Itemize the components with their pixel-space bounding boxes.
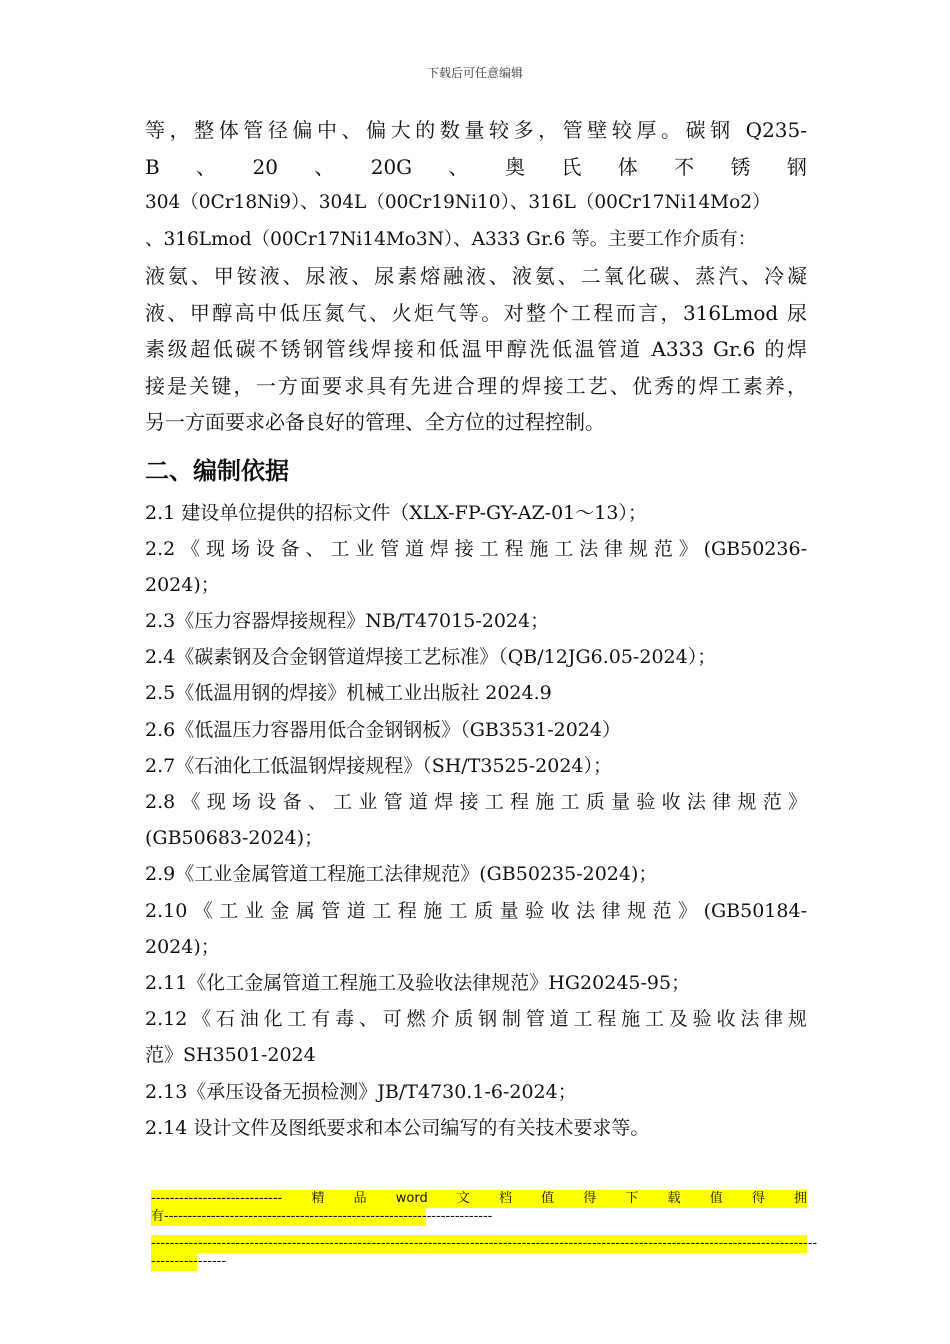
intro-paragraph [145,112,807,441]
document-body [145,112,807,1146]
reference-item: 2.14 设计文件及图纸要求和本公司编写的有关技术要求等。 [145,1116,650,1139]
reference-item: 2.2《现场设备、工业管道焊接工程施工法律规范》(GB50236- [145,537,807,560]
banner-line: 有---------------------------------------------------------------------- [151,1209,493,1224]
reference-item: 2.10《工业金属管道工程施工质量验收法律规范》(GB50184- [145,899,807,922]
banner-char: 精 [311,1191,325,1206]
word: B [145,154,160,179]
banner-char: 拥 [793,1191,807,1206]
banner-char: 值 [541,1191,555,1206]
banner-char: 载 [667,1191,681,1206]
paragraph-line: 素级超低碳不锈钢管线焊接和低温甲醇洗低温管道 A333 Gr.6 的焊 [145,337,807,361]
word: 钢 [786,154,807,179]
banner-char: 得 [751,1191,765,1206]
reference-item: 2.11《化工金属管道工程施工及验收法律规范》HG20245-95； [145,971,691,994]
banner-char: 文 [456,1191,470,1206]
reference-item-continued: (GB50683-2024)； [145,827,324,850]
paragraph-line: 、316Lmod（00Cr17Ni14Mo3N）、A333 Gr.6 等。主要工作介质有： [145,228,757,250]
word: 奥 [504,154,525,179]
banner-char: word [395,1191,428,1206]
word: 、 [314,154,335,179]
word: 20 [252,154,278,179]
paragraph-line: 液氨、甲铵液、尿液、尿素熔融液、液氨、二氧化碳、蒸汽、冷凝 [145,264,807,288]
paragraph-line: 另一方面要求必备良好的管理、全方位的过程控制。 [145,410,605,434]
download-banner [151,1190,818,1271]
reference-item: 2.5《低温用钢的焊接》机械工业出版社 2024.9 [145,682,552,705]
reference-item-continued: 范》SH3501-2024 [145,1044,316,1067]
banner-line [151,1190,807,1208]
reference-item: 2.6《低温压力容器用低合金钢钢板》（GB3531-2024） [145,718,621,741]
banner-char: 得 [583,1191,597,1206]
reference-item-continued: 2024)； [145,935,220,958]
reference-item: 2.8《现场设备、工业管道焊接工程施工质量验收法律规范》 [145,791,807,813]
banner-line: ---------------------------------------------------------------------------------------------------------------------------------------------- [151,1236,818,1251]
word: 不 [674,154,695,179]
reference-item: 2.7《石油化工低温钢焊接规程》（SH/T3525-2024）； [145,754,613,777]
page-header: 下载后可任意编辑 [426,66,523,80]
word: 氏 [561,154,582,179]
banner-line: ---------------- [151,1254,227,1269]
section-title: 二、编制依据 [145,456,289,485]
reference-list [145,495,807,1146]
banner-char: 值 [709,1191,723,1206]
paragraph-line: 液、甲醇高中低压氮气、火炬气等。对整个工程而言，316Lmod 尿 [145,300,807,325]
banner-char: 下 [625,1191,639,1206]
reference-item: 2.9《工业金属管道工程施工法律规范》(GB50235-2024)； [145,863,658,886]
word: 、 [196,154,217,179]
word: 20G [370,154,413,179]
word: 、 [448,154,469,179]
banner-char: 品 [353,1191,367,1206]
word: 锈 [730,154,751,179]
reference-item: 2.12《石油化工有毒、可燃介质钢制管道工程施工及验收法律规 [145,1008,807,1031]
reference-item: 2.13《承压设备无损检测》JB/T4730.1-6-2024； [145,1080,577,1103]
banner-dashes: ---------------------------- [151,1191,283,1206]
paragraph-line: 等，整体管径偏中、偏大的数量较多，管壁较厚。碳钢 Q235- [145,118,807,142]
paragraph-line-spaced [145,149,807,186]
reference-item: 2.3《压力容器焊接规程》NB/T47015-2024； [145,610,550,633]
paragraph-line: 接是关键，一方面要求具有先进合理的焊接工艺、优秀的焊工素养， [145,373,807,398]
reference-item: 2.1 建设单位提供的招标文件（XLX-FP-GY-AZ-01～13）； [145,501,647,524]
word: 体 [617,154,638,179]
reference-item: 2.4《碳素钢及合金钢管道焊接工艺标准》（QB/12JG6.05-2024）； [145,646,717,669]
paragraph-line: 304（0Cr18Ni9）、304L（00Cr19Ni10）、316L（00Cr17Ni14Mo2） [145,192,771,213]
banner-char: 档 [499,1191,513,1206]
reference-item-continued: 2024)； [145,573,220,596]
